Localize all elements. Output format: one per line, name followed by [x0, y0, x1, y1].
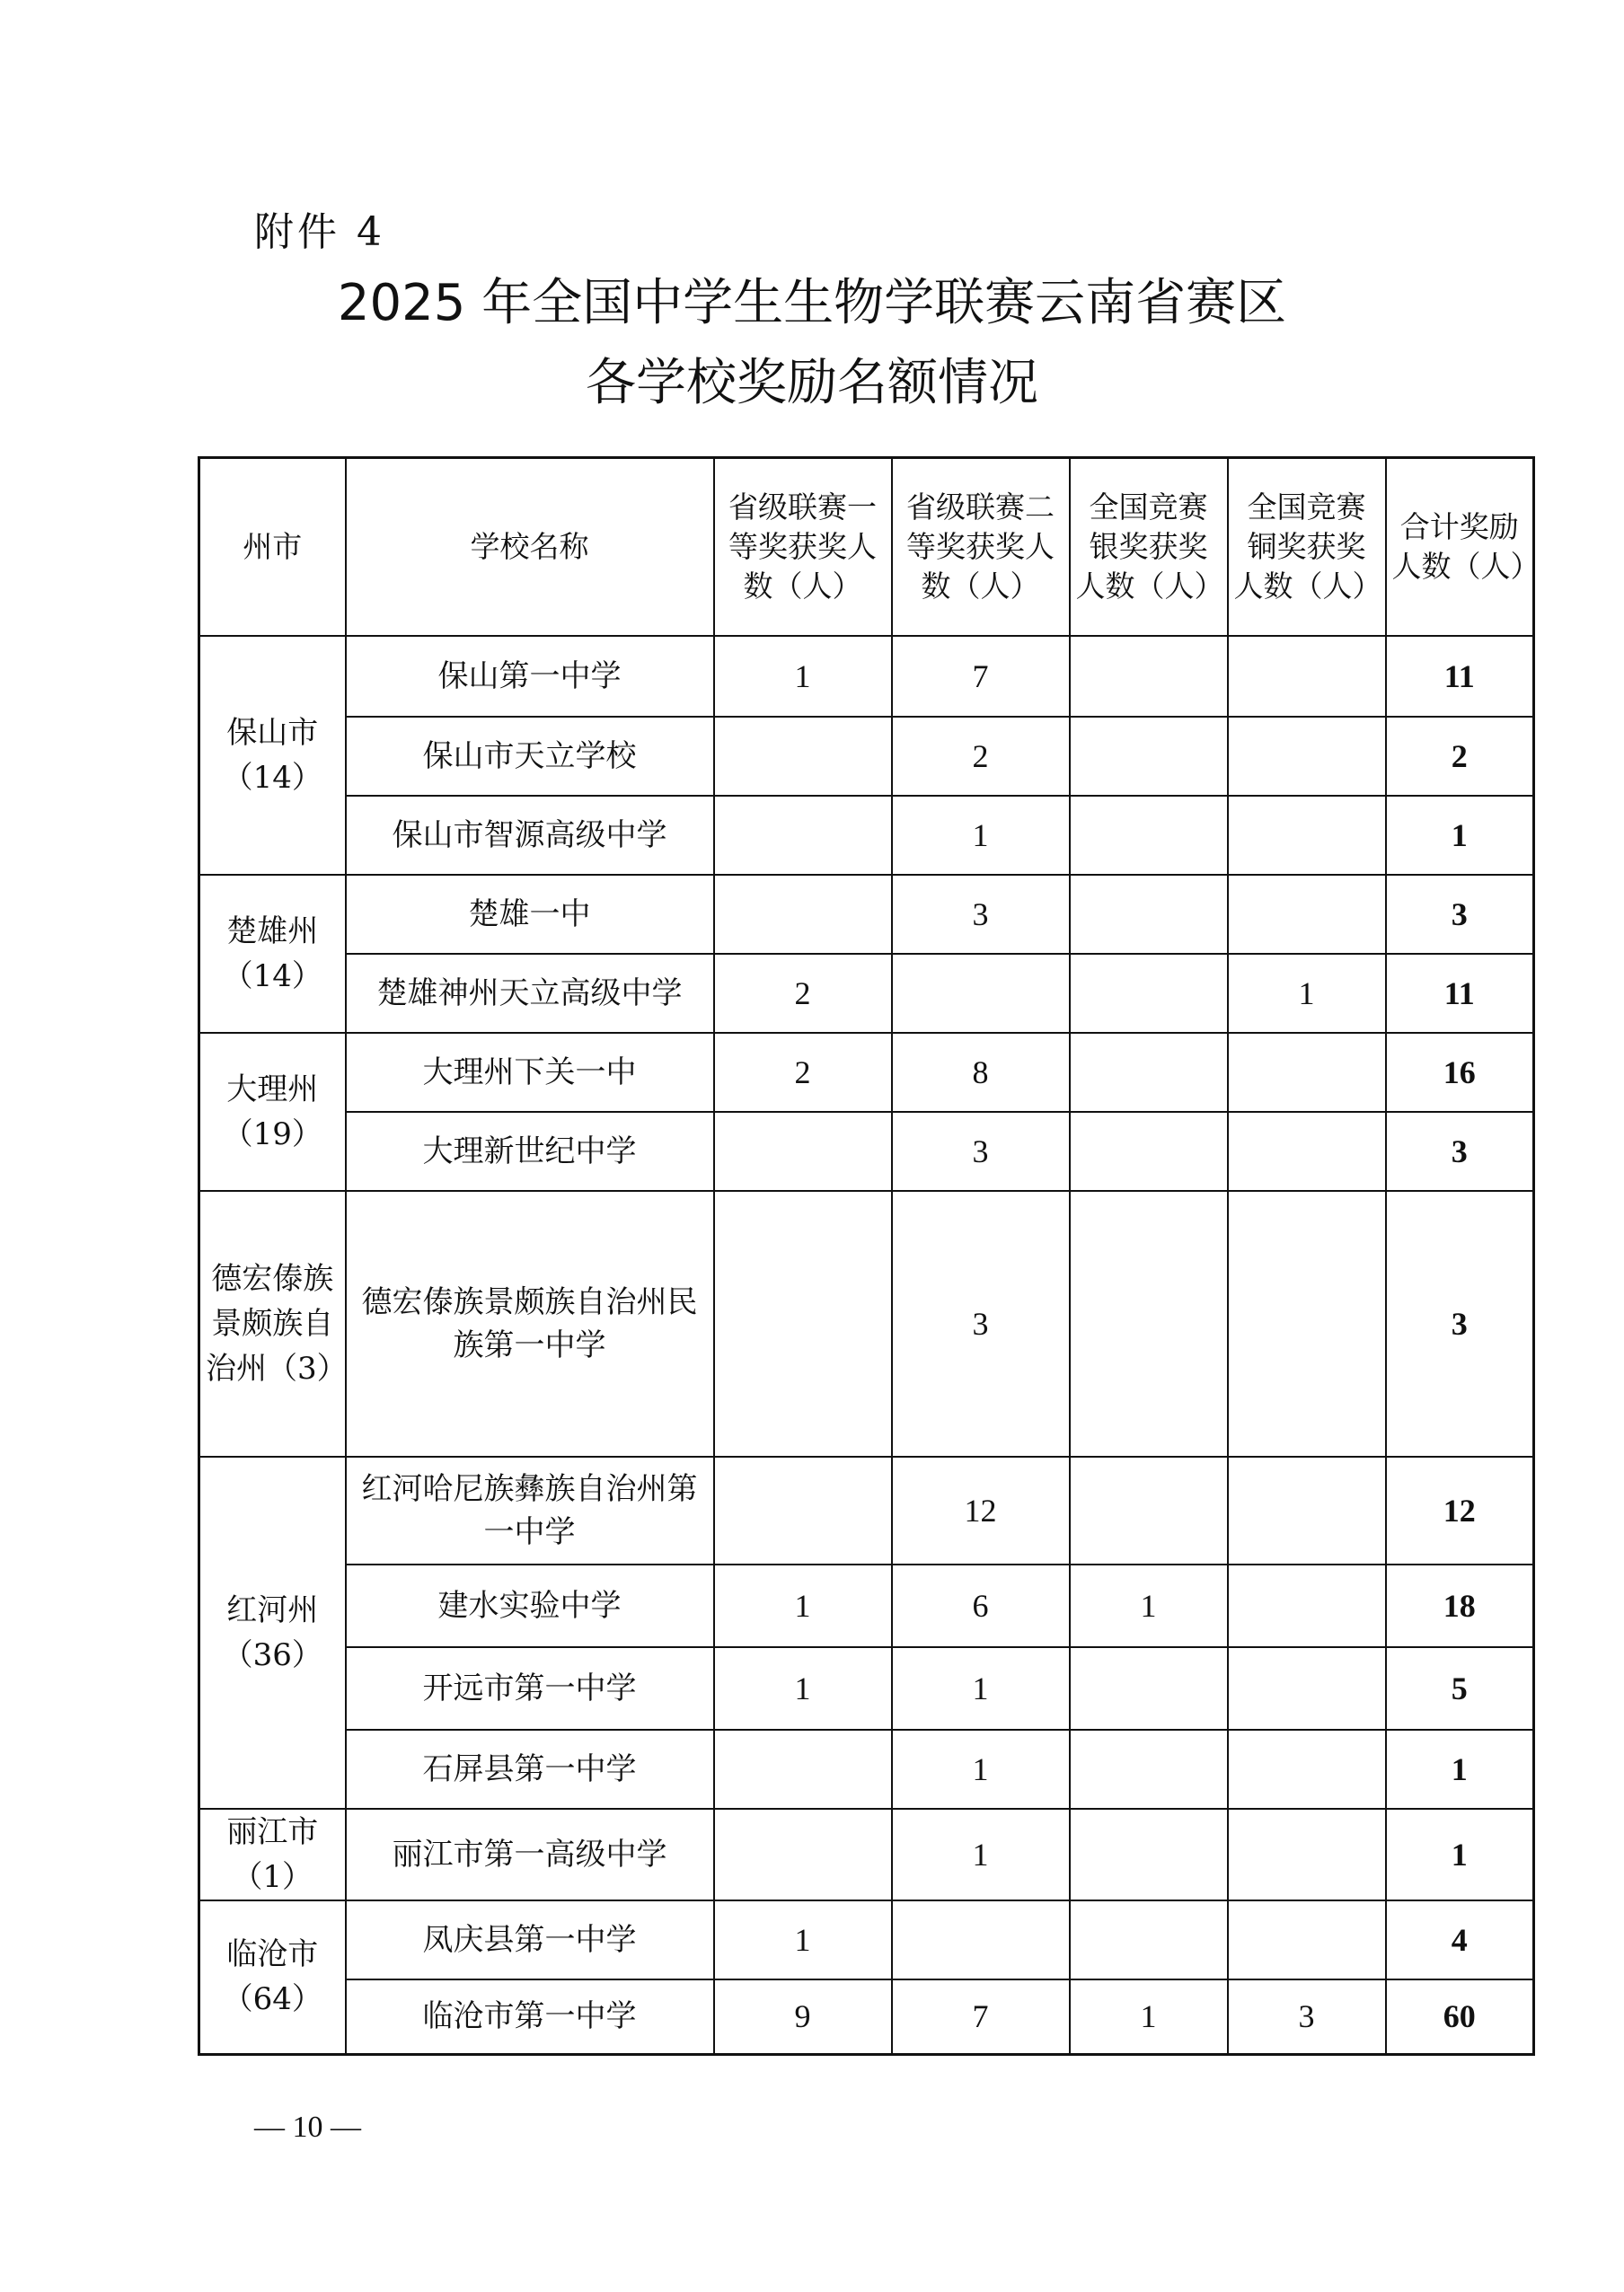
region-cell: 保山市（14）	[199, 636, 346, 875]
attachment-label: 附件 4	[254, 209, 385, 255]
table-row	[199, 1457, 1534, 1565]
first-prize-count	[714, 1457, 892, 1565]
header-total: 合计奖励人数（人）	[1386, 458, 1534, 636]
silver-count	[1070, 1191, 1228, 1457]
first-prize-count: 1	[714, 1900, 892, 1979]
school-name: 丽江市第一高级中学	[346, 1809, 714, 1900]
bronze-count	[1228, 1730, 1386, 1809]
total-count: 5	[1386, 1647, 1534, 1730]
total-count: 3	[1386, 1191, 1534, 1457]
first-prize-count	[714, 1112, 892, 1191]
total-count: 12	[1386, 1457, 1534, 1565]
school-name: 楚雄一中	[346, 875, 714, 954]
first-prize-count: 2	[714, 1033, 892, 1112]
header-national-bronze: 全国竞赛铜奖获奖人数（人）	[1228, 458, 1386, 636]
header-national-silver: 全国竞赛银奖获奖人数（人）	[1070, 458, 1228, 636]
bronze-count	[1228, 636, 1386, 717]
school-name: 保山第一中学	[346, 636, 714, 717]
bronze-count	[1228, 875, 1386, 954]
bronze-count	[1228, 1809, 1386, 1900]
bronze-count	[1228, 717, 1386, 796]
total-count: 3	[1386, 1112, 1534, 1191]
silver-count	[1070, 1457, 1228, 1565]
header-school: 学校名称	[346, 458, 714, 636]
first-prize-count: 1	[714, 636, 892, 717]
silver-count	[1070, 796, 1228, 875]
first-prize-count	[714, 1809, 892, 1900]
region-cell: 临沧市（64）	[199, 1900, 346, 2055]
silver-count	[1070, 1809, 1228, 1900]
table-row	[199, 1033, 1534, 1112]
table-row	[199, 954, 1534, 1033]
school-name: 大理州下关一中	[346, 1033, 714, 1112]
table-row	[199, 1112, 1534, 1191]
school-name: 凤庆县第一中学	[346, 1900, 714, 1979]
table-row	[199, 875, 1534, 954]
school-name: 开远市第一中学	[346, 1647, 714, 1730]
page-number: — 10 —	[254, 2111, 361, 2144]
header-row	[199, 458, 1534, 636]
school-name: 大理新世纪中学	[346, 1112, 714, 1191]
second-prize-count: 3	[892, 1191, 1070, 1457]
bronze-count	[1228, 1647, 1386, 1730]
first-prize-count: 1	[714, 1565, 892, 1647]
total-count: 1	[1386, 796, 1534, 875]
table-row	[199, 1730, 1534, 1809]
table-row	[199, 717, 1534, 796]
table-row	[199, 1565, 1534, 1647]
bronze-count: 3	[1228, 1979, 1386, 2055]
document-title-line1: 2025 年全国中学生生物学联赛云南省赛区	[337, 274, 1287, 332]
header-second-prize: 省级联赛二等奖获奖人数（人）	[892, 458, 1070, 636]
total-count: 11	[1386, 954, 1534, 1033]
second-prize-count	[892, 954, 1070, 1033]
header-region: 州市	[199, 458, 346, 636]
second-prize-count: 6	[892, 1565, 1070, 1647]
bronze-count	[1228, 1565, 1386, 1647]
school-name: 德宏傣族景颇族自治州民族第一中学	[346, 1191, 714, 1457]
table-row	[199, 796, 1534, 875]
second-prize-count: 3	[892, 1112, 1070, 1191]
silver-count	[1070, 875, 1228, 954]
awards-table	[198, 456, 1540, 2056]
region-cell: 大理州（19）	[199, 1033, 346, 1191]
bronze-count	[1228, 1112, 1386, 1191]
bronze-count	[1228, 1457, 1386, 1565]
bronze-count	[1228, 1033, 1386, 1112]
first-prize-count	[714, 796, 892, 875]
first-prize-count: 2	[714, 954, 892, 1033]
second-prize-count: 1	[892, 1730, 1070, 1809]
second-prize-count: 1	[892, 796, 1070, 875]
total-count: 4	[1386, 1900, 1534, 1979]
silver-count	[1070, 1730, 1228, 1809]
table-row	[199, 1647, 1534, 1730]
first-prize-count	[714, 717, 892, 796]
first-prize-count: 9	[714, 1979, 892, 2055]
silver-count	[1070, 1033, 1228, 1112]
second-prize-count: 2	[892, 717, 1070, 796]
second-prize-count: 12	[892, 1457, 1070, 1565]
school-name: 红河哈尼族彝族自治州第一中学	[346, 1457, 714, 1565]
region-cell: 红河州（36）	[199, 1457, 346, 1809]
region-cell: 丽江市（1）	[199, 1809, 346, 1900]
second-prize-count: 3	[892, 875, 1070, 954]
school-name: 保山市天立学校	[346, 717, 714, 796]
first-prize-count	[714, 875, 892, 954]
table-row	[199, 1191, 1534, 1457]
total-count: 60	[1386, 1979, 1534, 2055]
silver-count	[1070, 1647, 1228, 1730]
silver-count	[1070, 1900, 1228, 1979]
bronze-count	[1228, 1191, 1386, 1457]
table-row	[199, 1809, 1534, 1900]
school-name: 石屏县第一中学	[346, 1730, 714, 1809]
second-prize-count: 7	[892, 1979, 1070, 2055]
bronze-count	[1228, 796, 1386, 875]
second-prize-count: 7	[892, 636, 1070, 717]
school-name: 保山市智源高级中学	[346, 796, 714, 875]
silver-count: 1	[1070, 1979, 1228, 2055]
header-first-prize: 省级联赛一等奖获奖人数（人）	[714, 458, 892, 636]
first-prize-count	[714, 1191, 892, 1457]
table-row	[199, 1900, 1534, 1979]
silver-count	[1070, 636, 1228, 717]
total-count: 16	[1386, 1033, 1534, 1112]
document-title-line2: 各学校奖励名额情况	[586, 354, 1038, 412]
total-count: 1	[1386, 1730, 1534, 1809]
region-cell: 德宏傣族景颇族自治州（3）	[199, 1191, 346, 1457]
silver-count	[1070, 1112, 1228, 1191]
school-name: 楚雄神州天立高级中学	[346, 954, 714, 1033]
school-name: 建水实验中学	[346, 1565, 714, 1647]
table-row	[199, 1979, 1534, 2055]
second-prize-count: 8	[892, 1033, 1070, 1112]
school-name: 临沧市第一中学	[346, 1979, 714, 2055]
silver-count: 1	[1070, 1565, 1228, 1647]
silver-count	[1070, 717, 1228, 796]
bronze-count	[1228, 1900, 1386, 1979]
second-prize-count	[892, 1900, 1070, 1979]
second-prize-count: 1	[892, 1809, 1070, 1900]
total-count: 3	[1386, 875, 1534, 954]
total-count: 18	[1386, 1565, 1534, 1647]
total-count: 2	[1386, 717, 1534, 796]
region-cell: 楚雄州（14）	[199, 875, 346, 1033]
table-row	[199, 636, 1534, 717]
total-count: 1	[1386, 1809, 1534, 1900]
first-prize-count: 1	[714, 1647, 892, 1730]
total-count: 11	[1386, 636, 1534, 717]
silver-count	[1070, 954, 1228, 1033]
second-prize-count: 1	[892, 1647, 1070, 1730]
first-prize-count	[714, 1730, 892, 1809]
bronze-count: 1	[1228, 954, 1386, 1033]
